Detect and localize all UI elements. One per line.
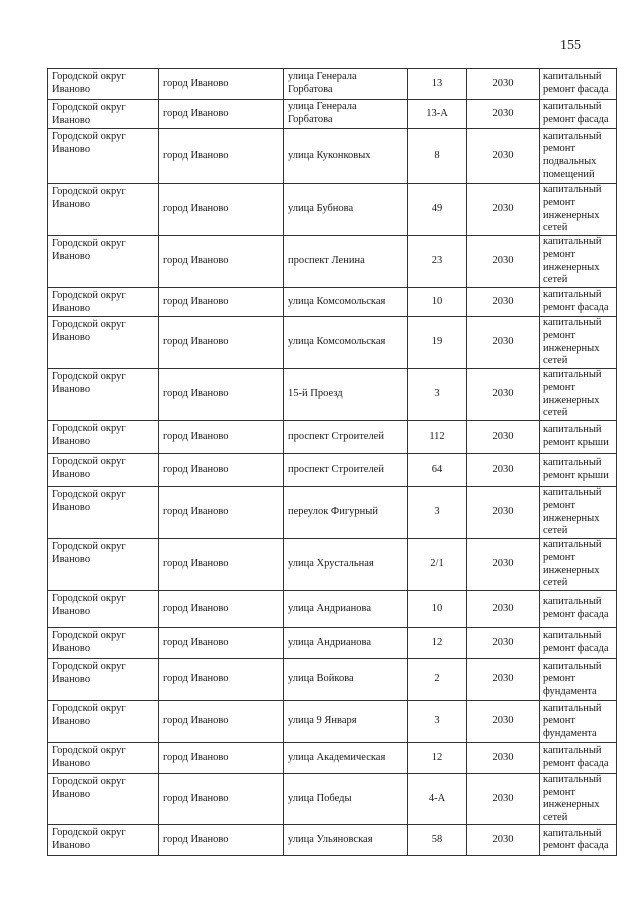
year-cell: 2030 bbox=[467, 487, 540, 539]
work-type-cell: капитальный ремонт крыши bbox=[540, 421, 617, 454]
street-cell: улица Генерала Горбатова bbox=[284, 69, 408, 100]
street-cell: улица Хрустальная bbox=[284, 539, 408, 591]
district-cell: Городской округ Иваново bbox=[48, 100, 159, 129]
work-type-cell: капитальный ремонт инженерных сетей bbox=[540, 317, 617, 369]
year-cell: 2030 bbox=[467, 701, 540, 743]
table-row bbox=[48, 774, 617, 825]
work-type-cell: капитальный ремонт фундамента bbox=[540, 659, 617, 701]
district-cell: Городской округ Иваново bbox=[48, 701, 159, 743]
table-row bbox=[48, 487, 617, 539]
district-cell: Городской округ Иваново bbox=[48, 421, 159, 454]
house-number-cell: 8 bbox=[408, 129, 467, 184]
street-cell: улица Войкова bbox=[284, 659, 408, 701]
city-cell: город Иваново bbox=[159, 628, 284, 659]
district-cell: Городской округ Иваново bbox=[48, 743, 159, 774]
table-row bbox=[48, 825, 617, 856]
city-cell: город Иваново bbox=[159, 701, 284, 743]
work-type-cell: капитальный ремонт фасада bbox=[540, 743, 617, 774]
year-cell: 2030 bbox=[467, 628, 540, 659]
street-cell: улица Куконковых bbox=[284, 129, 408, 184]
street-cell: улица Победы bbox=[284, 774, 408, 825]
city-cell: город Иваново bbox=[159, 317, 284, 369]
house-number-cell: 13 bbox=[408, 69, 467, 100]
house-number-cell: 12 bbox=[408, 628, 467, 659]
city-cell: город Иваново bbox=[159, 236, 284, 288]
year-cell: 2030 bbox=[467, 317, 540, 369]
city-cell: город Иваново bbox=[159, 184, 284, 236]
work-type-cell: капитальный ремонт инженерных сетей bbox=[540, 774, 617, 825]
house-number-cell: 19 bbox=[408, 317, 467, 369]
street-cell: проспект Строителей bbox=[284, 454, 408, 487]
house-number-cell: 4-А bbox=[408, 774, 467, 825]
year-cell: 2030 bbox=[467, 454, 540, 487]
district-cell: Городской округ Иваново bbox=[48, 369, 159, 421]
city-cell: город Иваново bbox=[159, 659, 284, 701]
street-cell: улица Ульяновская bbox=[284, 825, 408, 856]
work-type-cell: капитальный ремонт фасада bbox=[540, 591, 617, 628]
city-cell: город Иваново bbox=[159, 288, 284, 317]
table-row bbox=[48, 743, 617, 774]
work-type-cell: капитальный ремонт фасада bbox=[540, 825, 617, 856]
city-cell: город Иваново bbox=[159, 591, 284, 628]
year-cell: 2030 bbox=[467, 369, 540, 421]
house-number-cell: 3 bbox=[408, 487, 467, 539]
table-row bbox=[48, 288, 617, 317]
district-cell: Городской округ Иваново bbox=[48, 825, 159, 856]
district-cell: Городской округ Иваново bbox=[48, 184, 159, 236]
house-number-cell: 10 bbox=[408, 591, 467, 628]
street-cell: переулок Фигурный bbox=[284, 487, 408, 539]
year-cell: 2030 bbox=[467, 100, 540, 129]
district-cell: Городской округ Иваново bbox=[48, 317, 159, 369]
work-type-cell: капитальный ремонт инженерных сетей bbox=[540, 184, 617, 236]
table-row bbox=[48, 69, 617, 100]
year-cell: 2030 bbox=[467, 69, 540, 100]
street-cell: улица Бубнова bbox=[284, 184, 408, 236]
table-row bbox=[48, 317, 617, 369]
district-cell: Городской округ Иваново bbox=[48, 454, 159, 487]
district-cell: Городской округ Иваново bbox=[48, 288, 159, 317]
table-row bbox=[48, 369, 617, 421]
city-cell: город Иваново bbox=[159, 69, 284, 100]
year-cell: 2030 bbox=[467, 421, 540, 454]
year-cell: 2030 bbox=[467, 743, 540, 774]
work-type-cell: капитальный ремонт крыши bbox=[540, 454, 617, 487]
street-cell: улица 9 Января bbox=[284, 701, 408, 743]
house-number-cell: 10 bbox=[408, 288, 467, 317]
table-row bbox=[48, 100, 617, 129]
year-cell: 2030 bbox=[467, 539, 540, 591]
work-type-cell: капитальный ремонт инженерных сетей bbox=[540, 369, 617, 421]
district-cell: Городской округ Иваново bbox=[48, 628, 159, 659]
city-cell: город Иваново bbox=[159, 100, 284, 129]
street-cell: улица Комсомольская bbox=[284, 317, 408, 369]
street-cell: улица Академическая bbox=[284, 743, 408, 774]
table-row bbox=[48, 454, 617, 487]
street-cell: улица Генерала Горбатова bbox=[284, 100, 408, 129]
year-cell: 2030 bbox=[467, 825, 540, 856]
year-cell: 2030 bbox=[467, 659, 540, 701]
street-cell: 15-й Проезд bbox=[284, 369, 408, 421]
house-number-cell: 3 bbox=[408, 369, 467, 421]
house-number-cell: 2 bbox=[408, 659, 467, 701]
table-row bbox=[48, 591, 617, 628]
house-number-cell: 49 bbox=[408, 184, 467, 236]
district-cell: Городской округ Иваново bbox=[48, 487, 159, 539]
city-cell: город Иваново bbox=[159, 129, 284, 184]
house-number-cell: 64 bbox=[408, 454, 467, 487]
work-type-cell: капитальный ремонт инженерных сетей bbox=[540, 487, 617, 539]
street-cell: улица Комсомольская bbox=[284, 288, 408, 317]
year-cell: 2030 bbox=[467, 774, 540, 825]
house-number-cell: 13-А bbox=[408, 100, 467, 129]
house-number-cell: 2/1 bbox=[408, 539, 467, 591]
city-cell: город Иваново bbox=[159, 487, 284, 539]
work-type-cell: капитальный ремонт фасада bbox=[540, 100, 617, 129]
work-type-cell: капитальный ремонт инженерных сетей bbox=[540, 236, 617, 288]
table-row bbox=[48, 659, 617, 701]
table-row bbox=[48, 701, 617, 743]
table-row bbox=[48, 129, 617, 184]
house-number-cell: 12 bbox=[408, 743, 467, 774]
street-cell: проспект Строителей bbox=[284, 421, 408, 454]
work-type-cell: капитальный ремонт фасада bbox=[540, 69, 617, 100]
work-type-cell: капитальный ремонт подвальных помещений bbox=[540, 129, 617, 184]
page-number: 155 bbox=[560, 38, 581, 53]
street-cell: проспект Ленина bbox=[284, 236, 408, 288]
year-cell: 2030 bbox=[467, 288, 540, 317]
city-cell: город Иваново bbox=[159, 743, 284, 774]
district-cell: Городской округ Иваново bbox=[48, 591, 159, 628]
city-cell: город Иваново bbox=[159, 539, 284, 591]
district-cell: Городской округ Иваново bbox=[48, 659, 159, 701]
city-cell: город Иваново bbox=[159, 421, 284, 454]
city-cell: город Иваново bbox=[159, 454, 284, 487]
table-row bbox=[48, 628, 617, 659]
table-body bbox=[48, 69, 617, 856]
city-cell: город Иваново bbox=[159, 825, 284, 856]
district-cell: Городской округ Иваново bbox=[48, 236, 159, 288]
repair-schedule-table bbox=[47, 68, 617, 856]
street-cell: улица Андрианова bbox=[284, 591, 408, 628]
house-number-cell: 112 bbox=[408, 421, 467, 454]
table-row bbox=[48, 539, 617, 591]
year-cell: 2030 bbox=[467, 184, 540, 236]
city-cell: город Иваново bbox=[159, 369, 284, 421]
city-cell: город Иваново bbox=[159, 774, 284, 825]
table-row bbox=[48, 236, 617, 288]
district-cell: Городской округ Иваново bbox=[48, 539, 159, 591]
street-cell: улица Андрианова bbox=[284, 628, 408, 659]
district-cell: Городской округ Иваново bbox=[48, 69, 159, 100]
work-type-cell: капитальный ремонт фасада bbox=[540, 288, 617, 317]
year-cell: 2030 bbox=[467, 236, 540, 288]
house-number-cell: 3 bbox=[408, 701, 467, 743]
district-cell: Городской округ Иваново bbox=[48, 129, 159, 184]
year-cell: 2030 bbox=[467, 591, 540, 628]
table-row bbox=[48, 421, 617, 454]
house-number-cell: 23 bbox=[408, 236, 467, 288]
district-cell: Городской округ Иваново bbox=[48, 774, 159, 825]
work-type-cell: капитальный ремонт инженерных сетей bbox=[540, 539, 617, 591]
table-row bbox=[48, 184, 617, 236]
house-number-cell: 58 bbox=[408, 825, 467, 856]
year-cell: 2030 bbox=[467, 129, 540, 184]
work-type-cell: капитальный ремонт фундамента bbox=[540, 701, 617, 743]
work-type-cell: капитальный ремонт фасада bbox=[540, 628, 617, 659]
